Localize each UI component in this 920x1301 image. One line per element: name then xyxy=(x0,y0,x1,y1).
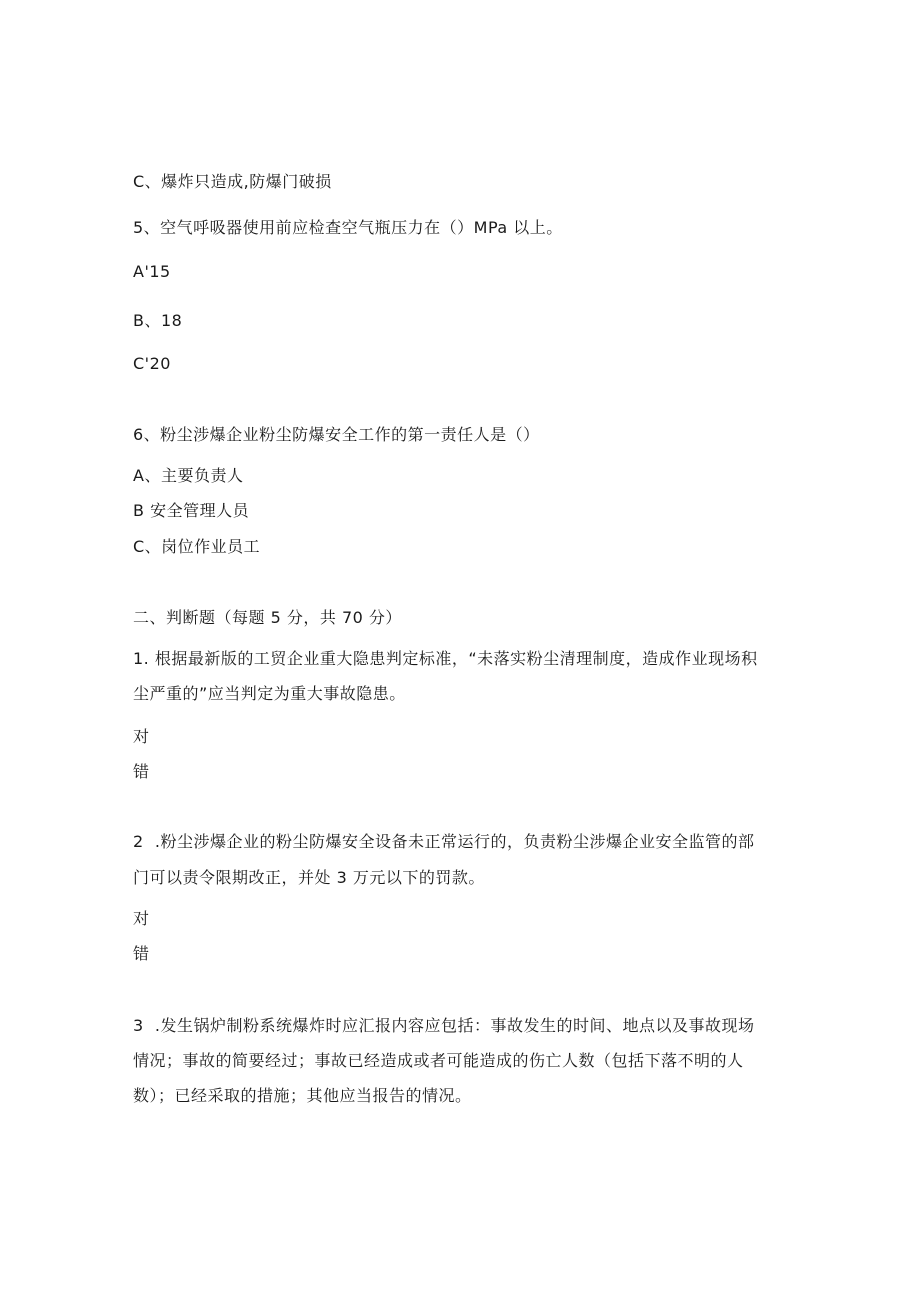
tf1-statement-line2: 尘严重的”应当判定为重大事故隐患。 xyxy=(133,684,406,703)
q6-option-b: B 安全管理人员 xyxy=(133,501,250,520)
q5-option-c: C'20 xyxy=(133,354,171,373)
tf3-statement-line1: 3 .发生锅炉制粉系统爆炸时应汇报内容应包括：事故发生的时间、地点以及事故现场 xyxy=(133,1016,755,1035)
tf2-statement-line1: 2 .粉尘涉爆企业的粉尘防爆安全设备未正常运行的，负责粉尘涉爆企业安全监管的部 xyxy=(133,832,755,851)
tf2-option-true: 对 xyxy=(133,909,150,928)
tf1-option-true: 对 xyxy=(133,727,150,746)
q5-option-b: B、18 xyxy=(133,311,183,330)
q6-option-a: A、主要负责人 xyxy=(133,466,244,485)
q4-option-c: C、爆炸只造成,防爆门破损 xyxy=(133,172,332,191)
tf2-statement-line2: 门可以责令限期改正，并处 3 万元以下的罚款。 xyxy=(133,868,485,887)
tf2-option-false: 错 xyxy=(133,944,150,963)
tf3-statement-line3: 数）；已经采取的措施；其他应当报告的情况。 xyxy=(133,1086,472,1105)
tf1-statement-line1: 1. 根据最新版的工贸企业重大隐患判定标准，“未落实粉尘清理制度，造成作业现场积 xyxy=(133,649,758,668)
q5-question: 5、空气呼吸器使用前应检查空气瓶压力在（）MPa 以上。 xyxy=(133,218,563,237)
tf3-statement-line2: 情况；事故的简要经过；事故已经造成或者可能造成的伤亡人数（包括下落不明的人 xyxy=(133,1051,744,1070)
tf1-option-false: 错 xyxy=(133,762,150,781)
section-title: 二、判断题（每题 5 分，共 70 分） xyxy=(133,608,402,627)
q6-question: 6、粉尘涉爆企业粉尘防爆安全工作的第一责任人是（） xyxy=(133,425,540,444)
q6-option-c: C、岗位作业员工 xyxy=(133,537,261,556)
q5-option-a: A'15 xyxy=(133,262,171,281)
